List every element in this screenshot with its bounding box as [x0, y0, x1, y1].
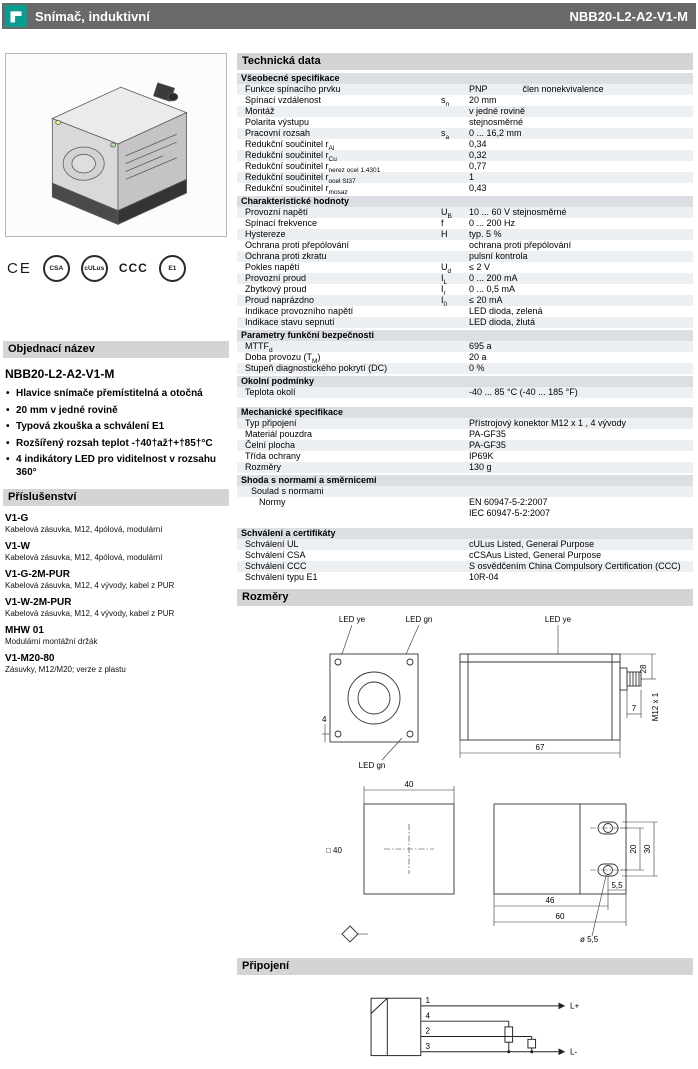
spec-symbol: $I_r$: [441, 284, 446, 297]
spec-value: cCSAus Listed, General Purpose: [469, 550, 602, 560]
accessory-description: Kabelová zásuvka, M12, 4pólová, modulární: [5, 553, 163, 562]
spec-label: Polarita výstupu: [245, 117, 310, 127]
dimension-drawing-mounting-view: [322, 778, 662, 950]
svg-text:3: 3: [425, 1041, 431, 1051]
spec-symbol: [441, 497, 469, 519]
spec-symbol: [441, 172, 469, 183]
svg-text:30: 30: [643, 844, 652, 854]
spec-value: ochrana proti přepólování: [469, 240, 572, 250]
spec-label: Indikace provozního napětí: [245, 306, 354, 316]
spec-label: Zbytkový proud: [245, 284, 307, 294]
certification-mark: [43, 255, 70, 282]
spec-symbol: $I_L$: [441, 273, 448, 286]
spec-symbol: [441, 462, 469, 473]
spec-symbol: [441, 451, 469, 462]
svg-text:67: 67: [535, 743, 545, 752]
accessory-item: [5, 653, 227, 674]
spec-value: 0 ... 0,5 mA: [469, 284, 516, 294]
spec-row: [237, 196, 693, 207]
svg-text:4: 4: [322, 715, 327, 724]
spec-value: [469, 486, 691, 497]
svg-text:□ 40: □ 40: [326, 846, 342, 855]
spec-value: -40 ... 85 °C (-40 ... 185 °F): [469, 387, 578, 397]
spec-row: [237, 229, 693, 240]
spec-value: LED dioda, zelená: [469, 306, 543, 316]
page-body: [0, 53, 698, 1069]
spec-label: Materiál pouzdra: [245, 429, 313, 439]
spec-symbol: [441, 387, 469, 398]
certification-mark: [7, 260, 32, 277]
pepperl-fuchs-logo: [5, 5, 27, 27]
spec-row: [237, 497, 693, 519]
spec-value: 0,77: [469, 161, 487, 171]
spec-label: Teplota okolí: [245, 387, 296, 397]
spec-row: [237, 440, 693, 451]
spec-row: [237, 462, 693, 473]
spec-value: [469, 475, 691, 486]
feature-list: [5, 388, 227, 479]
accessory-item: [5, 569, 227, 590]
spec-value: pulsní kontrola: [469, 251, 528, 261]
spec-symbol: [441, 161, 469, 172]
spec-row: [237, 572, 693, 583]
spec-value: [469, 528, 691, 539]
spec-label: Typ připojení: [245, 418, 297, 428]
spec-label: Parametry funkční bezpečnosti: [241, 330, 375, 340]
dimensions-heading: Rozměry: [237, 589, 693, 606]
tech-data-heading: Technická data: [237, 53, 693, 70]
spec-symbol: [441, 550, 469, 561]
spec-label: Redukční součinitel $r_{ocel St37}$: [245, 172, 356, 185]
spec-symbol: [441, 418, 469, 429]
accessory-code: V1-G-2M-PUR: [5, 569, 71, 580]
spec-label: Rozměry: [245, 462, 282, 472]
feature-item: • Rozšířený rozsah teplot -†40†až†+†85†°C: [5, 438, 227, 451]
spec-label: Provozní napětí: [245, 207, 309, 217]
spec-value: EN 60947-5-2:2007 IEC 60947-5-2:2007: [469, 497, 551, 518]
accessories-section: [3, 489, 229, 674]
spec-value: 0 ... 200 mA: [469, 273, 518, 283]
spec-value: PA-GF35: [469, 440, 506, 450]
spec-row: [237, 183, 693, 194]
svg-text:M12 x 1: M12 x 1: [651, 692, 660, 722]
spec-label: Spínací vzdálenost: [245, 95, 322, 105]
spec-value: 695 a: [469, 341, 492, 351]
certification-mark-label: CE: [7, 259, 32, 277]
spec-label: Schválení typu E1: [245, 572, 318, 582]
spec-value: 20 a: [469, 352, 487, 362]
connection-heading: Připojení: [237, 958, 693, 975]
spec-value: stejnosměrné: [469, 117, 524, 127]
spec-value: v jedné rovině: [469, 106, 526, 116]
spec-value: Přístrojový konektor M12 x 1 , 4 vývody: [469, 418, 627, 428]
spec-row: [237, 284, 693, 295]
spec-value: 10R-04: [469, 572, 499, 582]
spec-symbol: H: [441, 229, 448, 239]
spec-label: Normy: [259, 497, 286, 507]
dimensions-section: [237, 589, 693, 1069]
svg-text:L+: L+: [570, 1001, 580, 1011]
spec-symbol: [441, 117, 469, 128]
spec-row: [237, 139, 693, 150]
accessory-code: V1-M20-80: [5, 653, 55, 664]
spec-symbol: [441, 486, 469, 497]
order-heading: Objednací název: [3, 341, 229, 358]
spec-row: [237, 341, 693, 352]
spec-symbol: $s_n$: [441, 95, 450, 108]
svg-text:LED ye: LED ye: [544, 615, 572, 624]
spec-label: Provozní proud: [245, 273, 307, 283]
svg-text:2: 2: [425, 1026, 431, 1036]
spec-symbol: [441, 330, 469, 341]
accessory-description: Kabelová zásuvka, M12, 4pólová, modulární: [5, 525, 163, 534]
spec-symbol: $s_a$: [441, 128, 450, 141]
spec-symbol: [441, 106, 469, 117]
spec-row: [237, 363, 693, 374]
spec-symbol: [441, 572, 469, 583]
spec-symbol: $I_0$: [441, 295, 448, 308]
spec-label: Stupeň diagnostického pokrytí (DC): [245, 363, 388, 373]
accessory-code: MHW 01: [5, 625, 44, 636]
spec-value: PA-GF35: [469, 429, 506, 439]
certification-mark-label: CCC: [118, 261, 148, 275]
spec-row: [237, 475, 693, 486]
spec-label: Proud naprázdno: [245, 295, 315, 305]
spec-symbol: [441, 440, 469, 451]
spec-label: Schválení a certifikáty: [241, 528, 336, 538]
spec-row: [237, 330, 693, 341]
spec-value: 1: [469, 172, 475, 182]
spec-symbol: [441, 363, 469, 374]
spec-symbol: [441, 240, 469, 251]
spec-value: ≤ 20 mA: [469, 295, 503, 305]
svg-text:LED gn: LED gn: [405, 615, 433, 624]
spec-label: Mechanické specifikace: [241, 407, 344, 417]
accessory-description: Kabelová zásuvka, M12, 4 vývody, kabel z PUR: [5, 609, 175, 618]
certification-mark-label: cULus: [84, 264, 105, 272]
svg-text:1: 1: [425, 996, 431, 1005]
spec-symbol: [441, 407, 469, 418]
feature-item: • Hlavice snímače přemístitelná a otočná: [5, 388, 227, 401]
spec-row: [237, 528, 693, 539]
accessory-description: Modulární montážní držák: [5, 637, 98, 646]
spec-label: Soulad s normami: [251, 486, 324, 496]
spec-symbol: [441, 429, 469, 440]
accessory-item: [5, 597, 227, 618]
spec-row: [237, 128, 693, 139]
spec-row: [237, 539, 693, 550]
spec-label: Schválení CCC: [245, 561, 307, 571]
spec-label: Ochrana proti přepólování: [245, 240, 350, 250]
spec-row: [237, 550, 693, 561]
accessory-code: V1-W: [5, 541, 30, 552]
accessory-description: Kabelová zásuvka, M12, 4 vývody, kabel z PUR: [5, 581, 175, 590]
spec-row: [237, 207, 693, 218]
spec-value: S osvědčením China Compulsory Certification (CCC): [469, 561, 681, 571]
svg-text:7: 7: [631, 704, 637, 713]
spec-value: 20 mm: [469, 95, 497, 105]
spec-label: $MTTF_d$: [245, 341, 273, 354]
spec-row: [237, 451, 693, 462]
spec-row: [237, 262, 693, 273]
certification-mark-label: CSA: [49, 264, 64, 272]
order-section: [3, 341, 229, 479]
spec-symbol: [441, 251, 469, 262]
spec-value: cULus Listed, General Purpose: [469, 539, 595, 549]
spec-row: [237, 398, 693, 405]
spec-row: [237, 407, 693, 418]
spec-symbol: $U_d$: [441, 262, 452, 275]
spec-row: [237, 317, 693, 328]
product-photo: [18, 61, 214, 229]
spec-row: [237, 429, 693, 440]
spec-symbol: [441, 150, 469, 161]
spec-label: Redukční součinitel $r_{mosaz}$: [245, 183, 348, 196]
spec-symbol: [441, 561, 469, 572]
spec-symbol: [441, 84, 469, 95]
spec-label: Čelní plocha: [245, 440, 296, 450]
spec-value: 0,32: [469, 150, 487, 160]
spec-row: [237, 84, 693, 95]
tech-data-table: [237, 73, 693, 583]
spec-value: typ. 5 %: [469, 229, 502, 239]
spec-symbol: [441, 352, 469, 363]
spec-row: [237, 418, 693, 429]
accessories-list: [5, 513, 227, 674]
accessory-item: [5, 625, 227, 646]
spec-label: Ochrana proti zkratu: [245, 251, 327, 261]
spec-row: [237, 73, 693, 84]
spec-label: Spínací frekvence: [245, 218, 318, 228]
spec-symbol: [441, 398, 469, 405]
spec-value: PNP člen nonekvivalence: [469, 84, 604, 94]
spec-row: [237, 106, 693, 117]
spec-row: [237, 117, 693, 128]
spec-symbol: [441, 196, 469, 207]
spec-label: Okolní podmínky: [241, 376, 315, 386]
spec-label: [239, 519, 441, 526]
spec-value: [469, 407, 691, 418]
spec-value: 0 ... 200 Hz: [469, 218, 516, 228]
certification-mark: [119, 261, 148, 275]
spec-label: Redukční součinitel $r_{Al}$: [245, 139, 335, 152]
spec-row: [237, 306, 693, 317]
spec-symbol: [441, 539, 469, 550]
connection-diagram: [362, 981, 602, 1069]
spec-row: [237, 95, 693, 106]
svg-text:ø 5,5: ø 5,5: [580, 935, 599, 944]
spec-value: [469, 519, 691, 526]
spec-label: Funkce spínacího prvku: [245, 84, 341, 94]
feature-item: • 4 indikátory LED pro viditelnost v rozsahu 360°: [5, 454, 227, 479]
spec-row: [237, 150, 693, 161]
spec-label: Hystereze: [245, 229, 286, 239]
spec-row: [237, 352, 693, 363]
svg-text:60: 60: [555, 912, 565, 921]
document-title: Snímač, induktivní: [35, 8, 150, 24]
svg-text:28: 28: [639, 664, 648, 674]
spec-symbol: [441, 341, 469, 352]
spec-symbol: [441, 376, 469, 387]
feature-item: • 20 mm v jedné rovině: [5, 405, 227, 418]
accessory-code: V1-G: [5, 513, 29, 524]
spec-label: Redukční součinitel $r_{nerez ocel 1.4301}$: [245, 161, 381, 174]
svg-text:LED gn: LED gn: [358, 761, 386, 770]
spec-row: [237, 486, 693, 497]
accessory-item: [5, 541, 227, 562]
product-photo-frame: [5, 53, 227, 237]
spec-row: [237, 251, 693, 262]
accessory-item: [5, 513, 227, 534]
feature-item: • Typová zkouška a schválení E1: [5, 421, 227, 434]
certification-mark: [159, 255, 186, 282]
spec-value: IP69K: [469, 451, 494, 461]
svg-text:LED ye: LED ye: [338, 615, 366, 624]
svg-text:5,5: 5,5: [611, 881, 623, 890]
spec-symbol: [441, 519, 469, 526]
spec-symbol: [441, 183, 469, 194]
spec-value: 0 ... 16,2 mm: [469, 128, 522, 138]
certification-mark: [81, 255, 108, 282]
spec-value: 10 ... 60 V stejnosměrné: [469, 207, 567, 217]
spec-value: [469, 376, 691, 387]
spec-symbol: [441, 306, 469, 317]
spec-row: [237, 376, 693, 387]
spec-label: Doba provozu $(T_M)$: [245, 352, 321, 365]
product-number-header: NBB20-L2-A2-V1-M: [569, 8, 688, 24]
svg-text:4: 4: [425, 1011, 431, 1021]
spec-symbol: [441, 317, 469, 328]
spec-symbol: [441, 139, 469, 150]
spec-value: [469, 196, 691, 207]
svg-text:40: 40: [404, 780, 414, 789]
accessory-description: Zásuvky, M12/M20; verze z plastu: [5, 665, 126, 674]
certification-marks: [7, 251, 227, 285]
left-column: [3, 53, 229, 1069]
spec-row: [237, 240, 693, 251]
spec-row: [237, 172, 693, 183]
spec-symbol: [441, 73, 469, 84]
spec-row: [237, 519, 693, 526]
svg-text:20: 20: [629, 844, 638, 854]
accessories-heading: Příslušenství: [3, 489, 229, 506]
spec-row: [237, 387, 693, 398]
spec-label: Třída ochrany: [245, 451, 301, 461]
spec-row: [237, 218, 693, 229]
svg-text:L-: L-: [570, 1047, 578, 1057]
spec-row: [237, 561, 693, 572]
svg-text:46: 46: [545, 896, 555, 905]
spec-symbol: [441, 475, 469, 486]
spec-symbol: [441, 528, 469, 539]
spec-value: 130 g: [469, 462, 492, 472]
spec-row: [237, 273, 693, 284]
spec-label: Montáž: [245, 106, 275, 116]
certification-mark-label: E1: [168, 264, 177, 272]
accessory-code: V1-W-2M-PUR: [5, 597, 72, 608]
spec-value: [469, 73, 691, 84]
dimension-drawing-side-view: [322, 612, 662, 772]
spec-value: [469, 398, 691, 405]
spec-value: ≤ 2 V: [469, 262, 490, 272]
spec-symbol: $U_B$: [441, 207, 452, 220]
spec-label: Pokles napětí: [245, 262, 300, 272]
spec-value: 0,43: [469, 183, 487, 193]
spec-row: [237, 161, 693, 172]
right-column: [237, 53, 695, 1069]
spec-value: LED dioda, žlutá: [469, 317, 536, 327]
spec-label: Všeobecné specifikace: [241, 73, 340, 83]
spec-value: 0 %: [469, 363, 485, 373]
spec-symbol: f: [441, 218, 444, 228]
spec-label: [239, 398, 441, 405]
spec-label: Charakteristické hodnoty: [241, 196, 350, 206]
spec-value: [469, 330, 691, 341]
spec-label: Indikace stavu sepnutí: [245, 317, 335, 327]
header-bar: [2, 3, 696, 29]
order-code: NBB20-L2-A2-V1-M: [5, 367, 115, 381]
spec-value: 0,34: [469, 139, 487, 149]
spec-label: Pracovní rozsah: [245, 128, 311, 138]
spec-label: Redukční součinitel $r_{Cu}$: [245, 150, 337, 163]
spec-label: Shoda s normami a směrnicemi: [241, 475, 377, 485]
spec-row: [237, 295, 693, 306]
spec-label: Schválení UL: [245, 539, 299, 549]
spec-label: Schválení CSA: [245, 550, 306, 560]
